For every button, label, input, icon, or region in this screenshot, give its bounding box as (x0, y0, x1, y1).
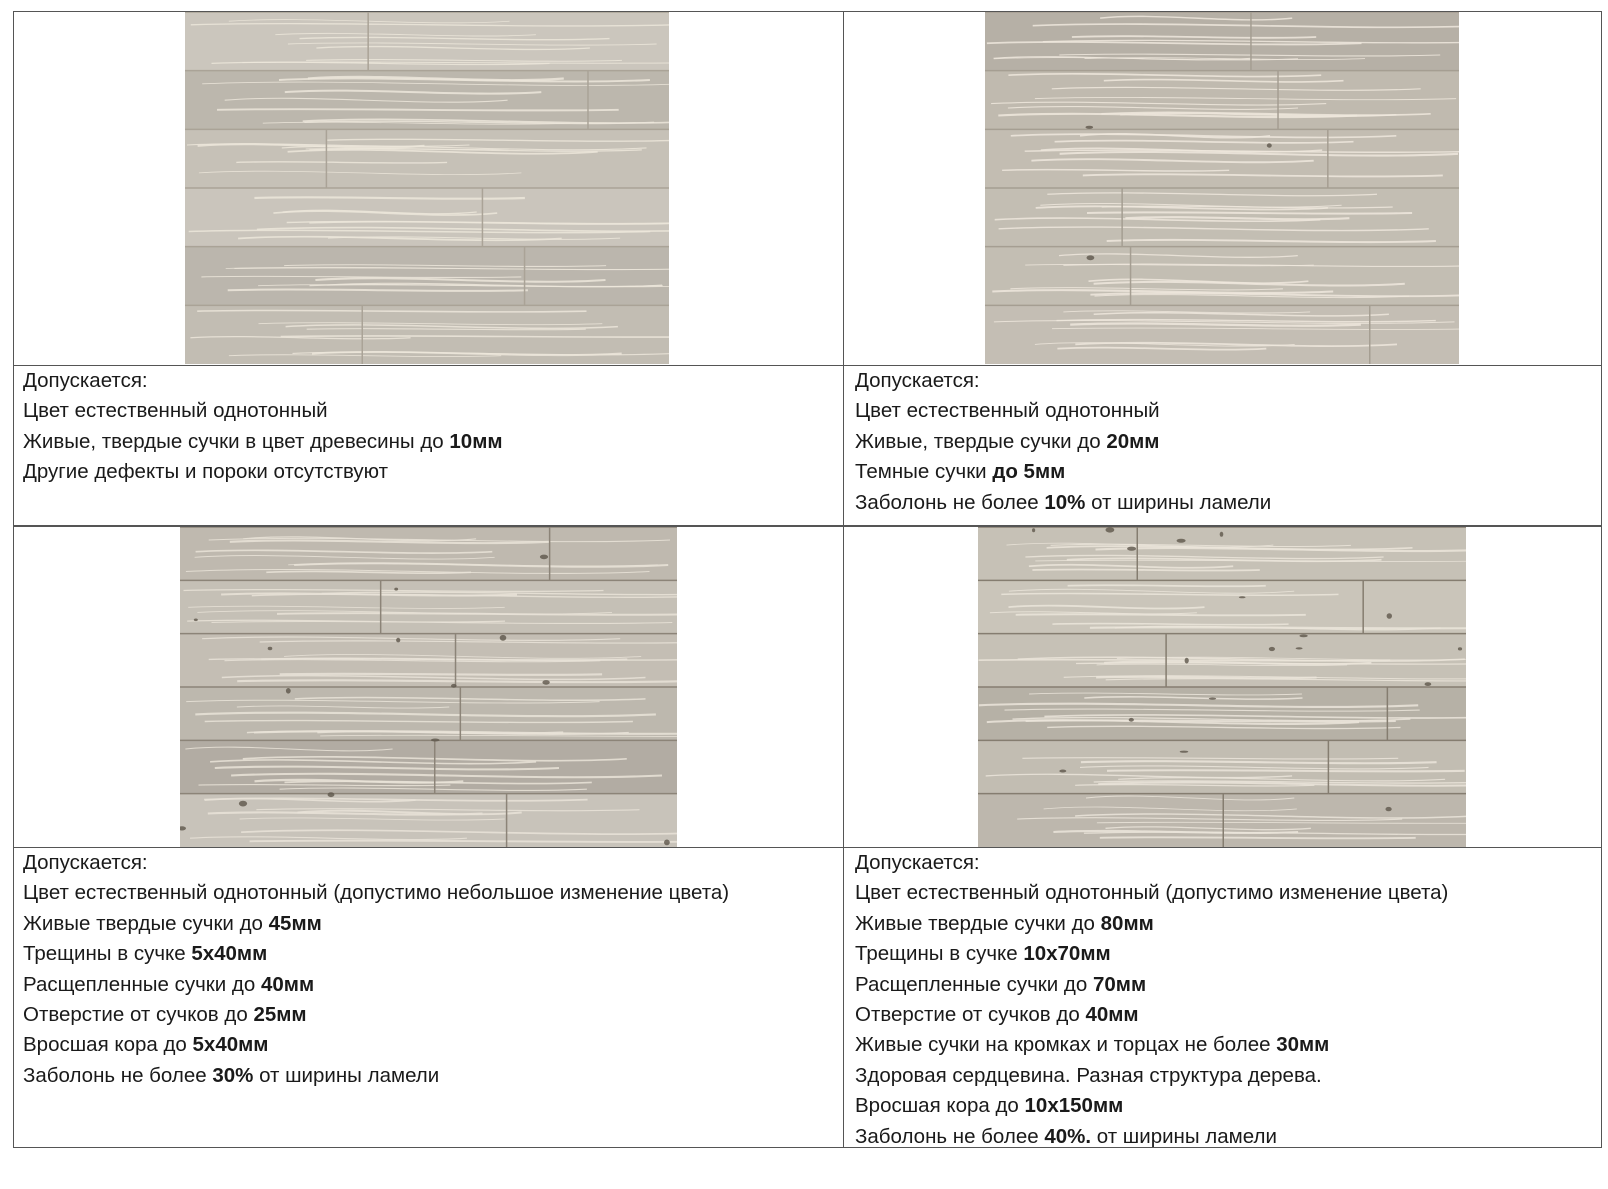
wood-sample-photo-4 (978, 527, 1466, 847)
line-value: 45мм (268, 911, 322, 935)
grade-description-3 (23, 848, 729, 1091)
description-line (855, 1030, 1448, 1060)
description-line (23, 366, 503, 396)
line-text: Допускается: (23, 369, 148, 392)
line-text-suffix: от ширины ламели (1091, 1124, 1277, 1148)
grade-description-1 (23, 366, 503, 488)
line-text: Допускается: (855, 369, 980, 392)
grade-description-4 (855, 848, 1448, 1152)
line-text: Заболонь не более (855, 490, 1045, 514)
line-text: Темные сучки (855, 460, 993, 484)
line-text: Отверстие от сучков до (855, 1003, 1086, 1027)
description-line (855, 396, 1271, 426)
description-line (855, 1091, 1448, 1121)
description-line (23, 396, 503, 426)
description-line (23, 1000, 729, 1030)
wood-sample-photo-2 (985, 12, 1459, 364)
line-text-suffix: от ширины ламели (1085, 490, 1272, 514)
description-line (855, 848, 1448, 878)
line-text: Расщепленные сучки до (23, 972, 261, 996)
description-line (23, 1030, 729, 1060)
description-line (855, 909, 1448, 939)
line-value: 5х40мм (191, 942, 268, 966)
line-text-suffix: от ширины ламели (253, 1063, 440, 1087)
description-line (23, 878, 729, 908)
line-text: Живые твердые сучки до (855, 911, 1101, 935)
description-line (855, 457, 1271, 487)
description-line (23, 970, 729, 1000)
description-line (23, 939, 729, 969)
wood-sample-photo-3 (180, 527, 677, 847)
description-line (855, 366, 1271, 396)
line-value: 10х70мм (1023, 942, 1111, 966)
line-value: 5х40мм (192, 1033, 269, 1057)
description-line (23, 848, 729, 878)
description-line (23, 909, 729, 939)
line-text: Живые сучки на кромках и торцах не более (855, 1033, 1277, 1057)
line-text: Цвет естественный однотонный (855, 399, 1160, 423)
description-line (855, 970, 1448, 1000)
description-line (855, 1000, 1448, 1030)
description-line (23, 427, 503, 457)
line-value: 30мм (1276, 1033, 1330, 1057)
line-text: Вросшая кора до (23, 1033, 193, 1057)
line-value: 10х150мм (1024, 1094, 1124, 1118)
description-line (855, 1122, 1448, 1152)
description-line (23, 1061, 729, 1091)
line-value: 25мм (253, 1003, 307, 1027)
grade-description-2 (855, 366, 1271, 518)
description-line (23, 457, 503, 487)
line-value: 20мм (1106, 429, 1160, 453)
line-text: Цвет естественный однотонный (допустимо изменение цвета) (855, 881, 1449, 905)
line-value: 70мм (1092, 972, 1147, 996)
line-text: Живые, твердые сучки до (855, 429, 1107, 453)
line-text: Живые твердые сучки до (23, 911, 269, 935)
line-value: 40%. (1044, 1124, 1092, 1148)
line-text: Расщепленные сучки до (855, 972, 1093, 996)
line-value: 30% (212, 1063, 254, 1087)
line-text: Вросшая кора до (855, 1094, 1025, 1118)
description-line (855, 488, 1271, 518)
line-value: 10мм (449, 429, 503, 453)
description-line (855, 939, 1448, 969)
line-value: 40мм (1085, 1003, 1139, 1027)
line-value: 80мм (1100, 911, 1154, 935)
line-text: Другие дефекты и пороки отсутствуют (23, 460, 388, 484)
line-value: до 5мм (992, 460, 1066, 484)
description-line (855, 427, 1271, 457)
line-text: Трещины в сучке (855, 942, 1024, 966)
line-text: Трещины в сучке (23, 942, 192, 966)
description-line (855, 878, 1448, 908)
description-line (855, 1061, 1448, 1091)
line-text: Живые, твердые сучки в цвет древесины до (23, 429, 450, 453)
line-value: 40мм (260, 972, 315, 996)
wood-sample-photo-1 (185, 12, 669, 364)
line-value: 10% (1044, 490, 1086, 514)
line-text: Цвет естественный однотонный (допустимо небольшое изменение цвета) (23, 881, 730, 905)
column-divider (843, 12, 844, 526)
line-text: Здоровая сердцевина. Разная структура дерева. (855, 1063, 1322, 1087)
line-text: Заболонь не более (855, 1124, 1045, 1148)
line-text: Допускается: (855, 851, 980, 874)
line-text: Допускается: (23, 851, 148, 874)
column-divider (843, 526, 844, 1147)
line-text: Заболонь не более (23, 1063, 213, 1087)
line-text: Отверстие от сучков до (23, 1003, 254, 1027)
line-text: Цвет естественный однотонный (23, 399, 328, 423)
